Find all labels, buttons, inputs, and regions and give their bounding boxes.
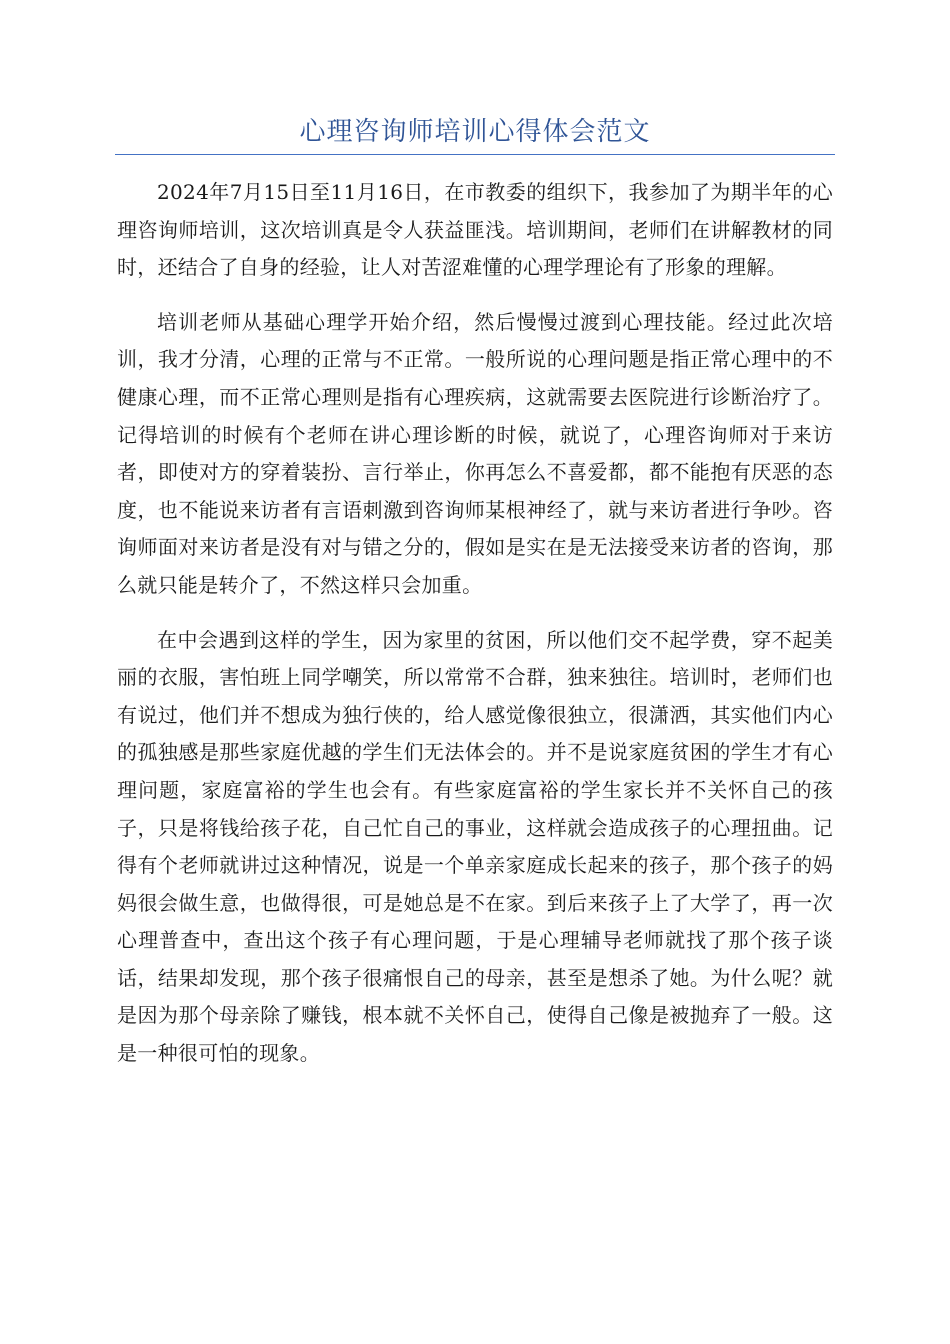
- paragraph-1: 2024年7月15日至11月16日，在市教委的组织下，我参加了为期半年的心理咨询师培训，这次培训真是令人获益匪浅。培训期间，老师们在讲解教材的同时，还结合了自身的经验，让人对苦涩难懂的心理学理论有了形象的理解。: [117, 180, 833, 280]
- title-underline-divider: [115, 154, 835, 155]
- paragraph-3: 在中会遇到这样的学生，因为家里的贫困，所以他们交不起学费，穿不起美丽的衣服，害怕班上同学嘲笑，所以常常不合群，独来独往。培训时，老师们也有说过，他们并不想成为独行侠的，给人感觉像很独立，很潇洒，其实他们内心的孤独感是那些家庭优越的学生们无法体会的。并不是说家庭贫困的学生才有心理问题，家庭富裕的学生也会有。有些家庭富裕的学生家长并不关怀自己的孩子，只是将钱给孩子花，自己忙自己的事业，这样就会造成孩子的心理扭曲。记得有个老师就讲过这种情况，说是一个单亲家庭成长起来的孩子，那个孩子的妈妈很会做生意，也做得很，可是她总是不在家。到后来孩子上了大学了，再一次心理普查中，查出这个孩子有心理问题，于是心理辅导老师就找了那个孩子谈话，结果却发现，那个孩子很痛恨自己的母亲，甚至是想杀了她。为什么呢？就是因为那个母亲除了赚钱，根本就不关怀自己，使得自己像是被抛弃了一般。这是一种很可怕的现象。: [117, 627, 833, 1066]
- paragraph-2: 培训老师从基础心理学开始介绍，然后慢慢过渡到心理技能。经过此次培训，我才分清，心理的正常与不正常。一般所说的心理问题是指正常心理中的不健康心理，而不正常心理则是指有心理疾病，这就需要去医院进行诊断治疗了。记得培训的时候有个老师在讲心理诊断的时候，就说了，心理咨询师对于来访者，即使对方的穿着装扮、言行举止，你再怎么不喜爱都，都不能抱有厌恶的态度，也不能说来访者有言语刺激到咨询师某根神经了，就与来访者进行争吵。咨询师面对来访者是没有对与错之分的，假如是实在是无法接受来访者的咨询，那么就只能是转介了，不然这样只会加重。: [117, 309, 833, 597]
- document-body: [117, 174, 833, 1090]
- document-title: 心理咨询师培训心得体会范文: [299, 117, 651, 147]
